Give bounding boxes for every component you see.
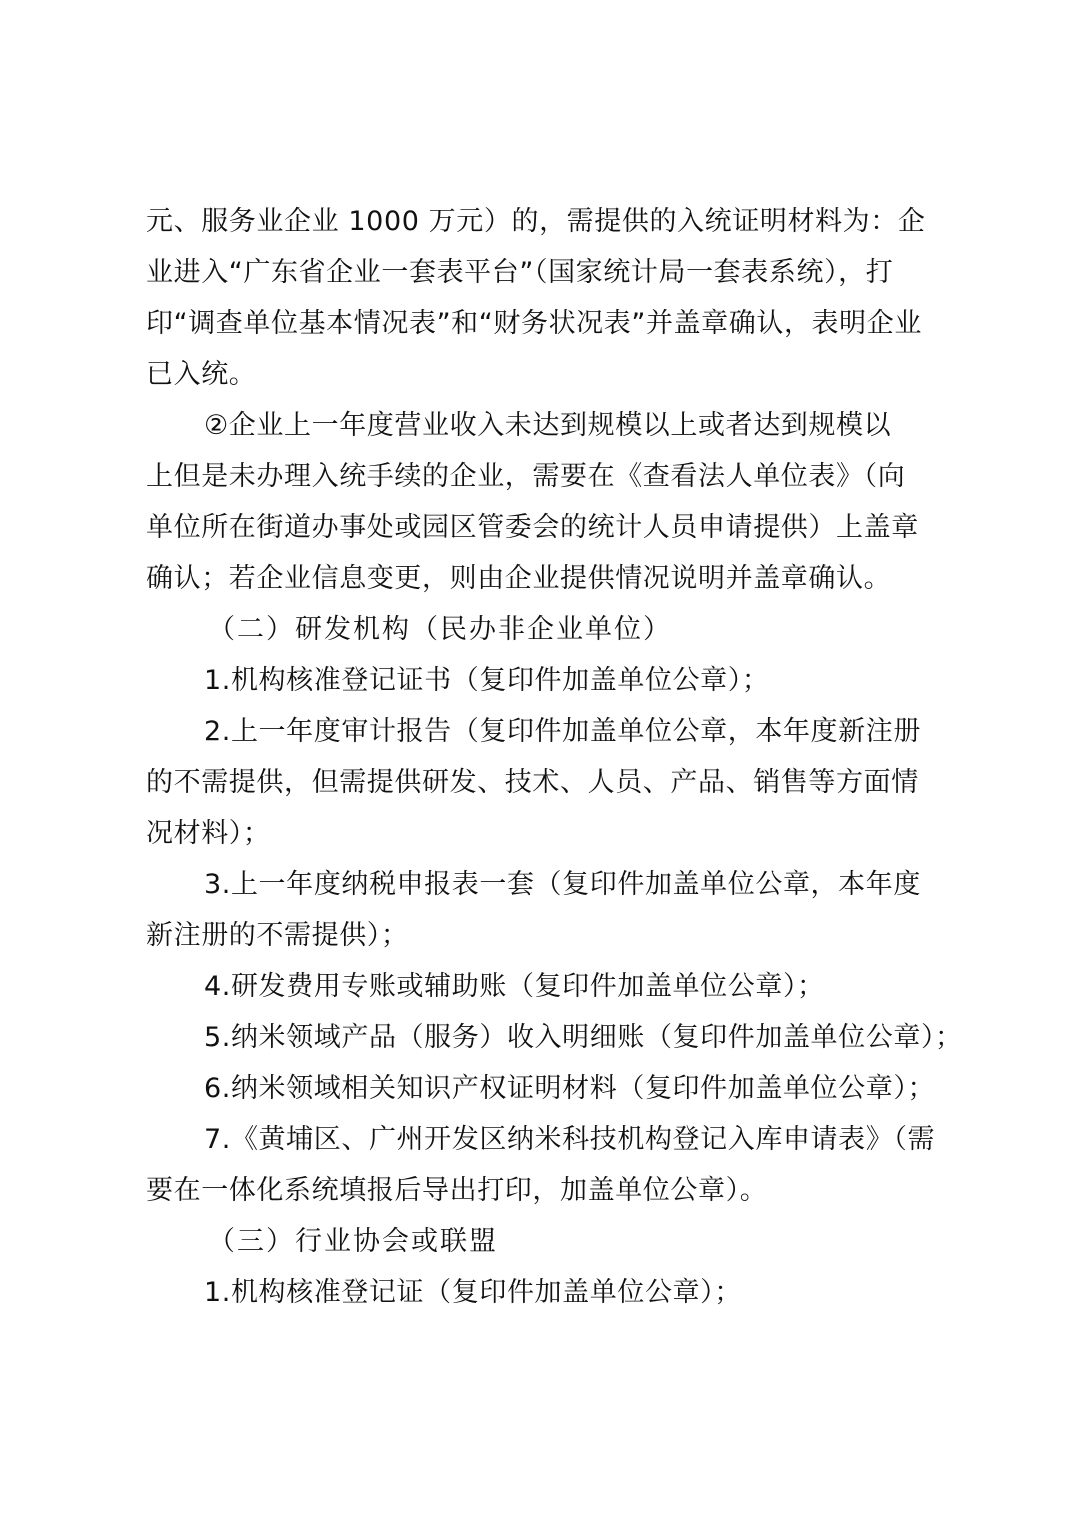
list-item: 6.纳米领域相关知识产权证明材料（复印件加盖单位公章）； [204, 1073, 936, 1104]
list-item-continuation: 的不需提供，但需提供研发、技术、人员、产品、销售等方面情 [146, 767, 919, 798]
paragraph-line: ②企业上一年度营业收入未达到规模以上或者达到规模以 [204, 410, 892, 441]
paragraph-line: 业进入“广东省企业一套表平台”（国家统计局一套表系统），打 [146, 257, 894, 288]
list-item: 2.上一年度审计报告（复印件加盖单位公章，本年度新注册 [204, 716, 921, 747]
list-item: 5.纳米领域产品（服务）收入明细账（复印件加盖单位公章）； [204, 1022, 963, 1053]
list-item-continuation: 新注册的不需提供）； [146, 920, 409, 951]
section-heading: （三）行业协会或联盟 [208, 1226, 498, 1257]
paragraph-line: 单位所在街道办事处或园区管委会的统计人员申请提供）上盖章 [146, 512, 919, 543]
list-item: 3.上一年度纳税申报表一套（复印件加盖单位公章，本年度 [204, 869, 921, 900]
document-body [146, 196, 963, 1318]
paragraph-line: 已入统。 [146, 359, 257, 390]
paragraph-line: 印“调查单位基本情况表”和“财务状况表”并盖章确认，表明企业 [146, 308, 922, 339]
list-item: 7.《黄埔区、广州开发区纳米科技机构登记入库申请表》（需 [204, 1124, 936, 1155]
paragraph-line: 上但是未办理入统手续的企业，需要在《查看法人单位表》（向 [146, 461, 906, 492]
paragraph-line: 元、服务业企业 1000 万元）的，需提供的入统证明材料为：企 [146, 206, 926, 237]
section-heading: （二）研发机构（民办非企业单位） [208, 614, 672, 645]
list-item: 4.研发费用专账或辅助账（复印件加盖单位公章）； [204, 971, 825, 1002]
paragraph-line: 确认；若企业信息变更，则由企业提供情况说明并盖章确认。 [146, 563, 892, 594]
list-item-continuation: 况材料）； [146, 818, 271, 849]
list-item-continuation: 要在一体化系统填报后导出打印，加盖单位公章）。 [146, 1175, 768, 1206]
list-item: 1.机构核准登记证书（复印件加盖单位公章）； [204, 665, 770, 696]
list-item: 1.机构核准登记证（复印件加盖单位公章）； [204, 1277, 742, 1308]
